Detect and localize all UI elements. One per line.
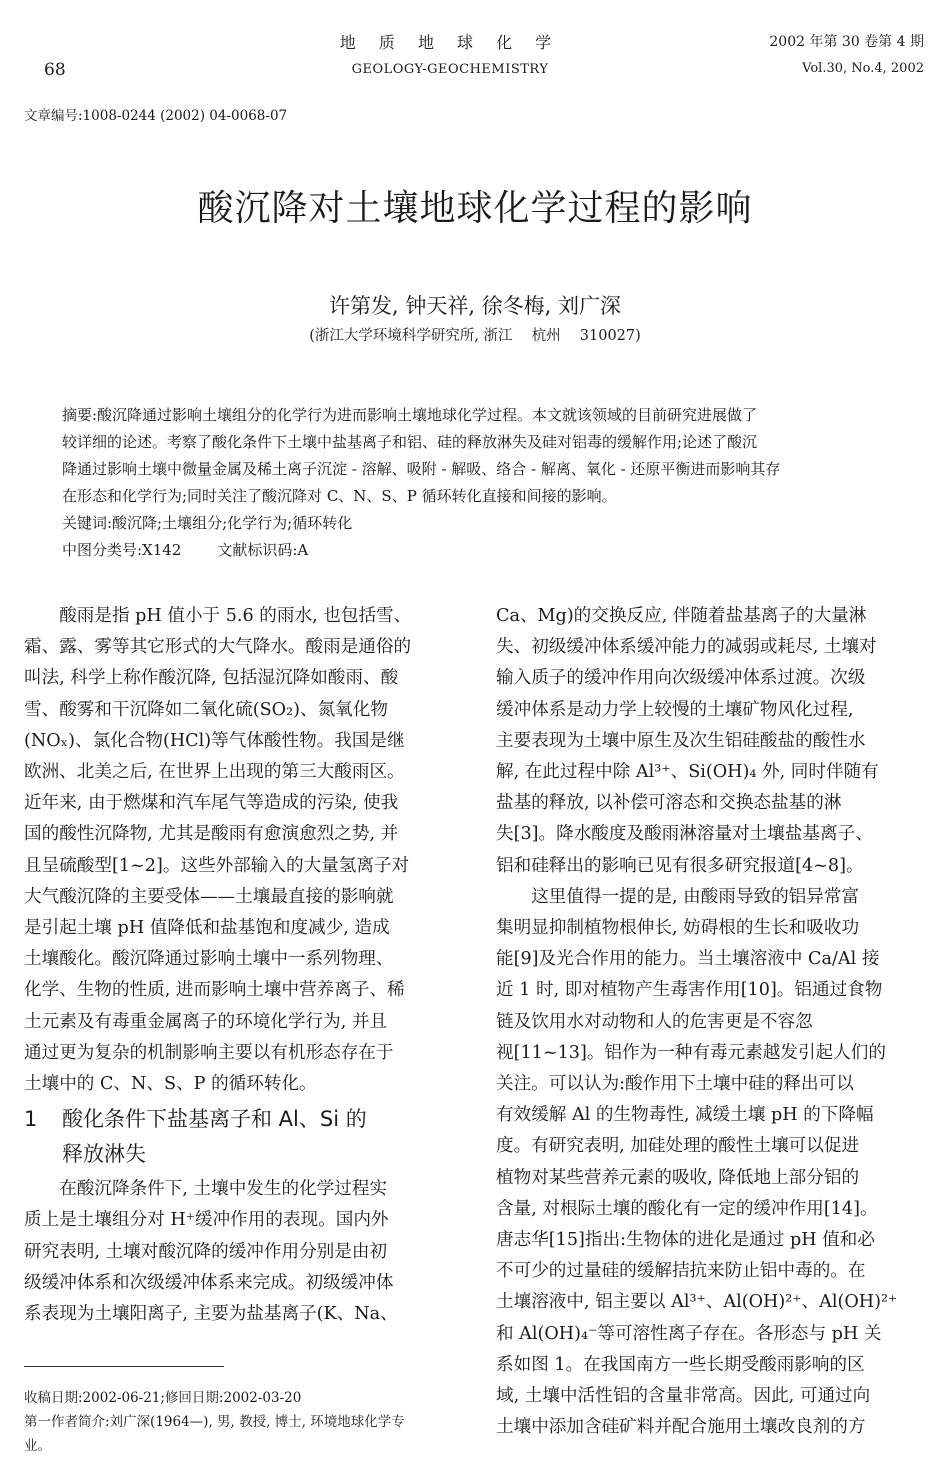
section-title: 酸化条件下盐基离子和 Al、Si 的 [62,1107,367,1132]
text-line: Ca、Mg)的交换反应, 伴随着盐基离子的大量淋 [496,606,867,626]
text-line: 不可少的过量硅的缓解拮抗来防止铝中毒的。在 [496,1261,866,1282]
text-line: 铝和硅释出的影响已见有很多研究报道[4~8]。 [496,855,864,876]
text-line: 国的酸性沉降物, 尤其是酸雨有愈演愈烈之势, 并 [24,824,399,845]
text-line: 有效缓解 Al 的生物毒性, 减缓土壤 pH 的下降幅 [496,1105,874,1126]
text-line: 化学、生物的性质, 进而影响土壤中营养离子、稀 [24,980,405,1001]
issue-info-en: Vol.30, No.4, 2002 [802,61,924,76]
text-line: 系如图 1。在我国南方一些长期受酸雨影响的区 [496,1354,865,1375]
text-line: 级缓冲体系和次级缓冲体系来完成。初级缓冲体 [24,1272,394,1293]
text-line: 近年来, 由于燃煤和汽车尾气等造成的污染, 使我 [24,793,399,814]
text-line: 土壤中的 C、N、S、P 的循环转化。 [24,1074,317,1095]
text-line: 和 Al(OH)₄⁻等可溶性离子存在。各形态与 pH 关 [496,1323,882,1344]
text-line: 土壤酸化。酸沉降通过影响土壤中一系列物理、 [24,949,394,970]
journal-title-cn: 地 质 地 球 化 学 [339,33,561,52]
journal-title-en: GEOLOGY-GEOCHEMISTRY [351,62,549,77]
keywords: 关键词:酸沉降;土壤组分;化学行为;循环转化 [62,514,353,532]
abstract-line: 在形态和化学行为;同时关注了酸沉降对 C、N、S、P 循环转化直接和间接的影响。 [62,487,617,505]
text-line: 植物对某些营养元素的吸收, 降低地上部分铝的 [496,1167,860,1188]
text-line: 域, 土壤中活性铝的含量非常高。因此, 可通过向 [496,1386,871,1407]
text-line: 解, 在此过程中除 Al³⁺、Si(OH)₄ 外, 同时伴随有 [496,762,879,783]
text-line: 系表现为土壤阳离子, 主要为盐基离子(K、Na、 [24,1304,398,1325]
issue-info-cn: 2002 年第 30 卷第 4 期 [769,34,924,50]
author-bio-continued: 业。 [24,1438,51,1454]
right-column [496,601,926,1443]
section-number: 1 [24,1107,38,1132]
abstract-line: 摘要:酸沉降通过影响土壤组分的化学行为进而影响土壤地球化学过程。本文就该领域的目前研究进展做了 [62,406,758,424]
text-line: 且呈硫酸型[1~2]。这些外部输入的大量氢离子对 [24,855,410,876]
text-line: 关注。可以认为:酸作用下土壤中硅的释出可以 [496,1074,854,1095]
text-line: 土元素及有毒重金属离子的环境化学行为, 并且 [24,1011,388,1032]
text-line: 土壤溶液中, 铝主要以 Al³⁺、Al(OH)²⁺、Al(OH)²⁺ [496,1292,898,1313]
text-line: 含量, 对根际土壤的酸化有一定的缓冲作用[14]。 [496,1198,878,1219]
text-line: 研究表明, 土壤对酸沉降的缓冲作用分别是由初 [24,1241,388,1262]
section-heading [24,1102,456,1172]
classification-line [62,537,898,564]
text-line: 主要表现为土壤中原生及次生铝硅酸盐的酸性水 [496,730,866,751]
text-line: 视[11~13]。铝作为一种有毒元素越发引起人们的 [496,1042,886,1063]
text-line: 大气酸沉降的主要受体——土壤最直接的影响就 [24,886,394,907]
text-line: 通过更为复杂的机制影响主要以有机形态存在于 [24,1042,394,1063]
author-bio: 第一作者简介:刘广深(1964—), 男, 教授, 博士, 环境地球化学专 [24,1414,405,1430]
document-code: 文献标识码:A [217,541,309,559]
left-column [24,601,456,1330]
page-number: 68 [44,60,66,80]
abstract [62,402,898,564]
article-number: 文章编号:1008-0244 (2002) 04-0068-07 [24,108,288,124]
footnote-divider [24,1366,224,1367]
text-line: 近 1 时, 即对植物产生毒害作用[10]。铝通过食物 [496,980,883,1001]
text-line: 霜、露、雾等其它形式的大气降水。酸雨是通俗的 [24,637,412,658]
text-line: 在酸沉降条件下, 土壤中发生的化学过程实 [24,1179,388,1200]
paper-title: 酸沉降对土壤地球化学过程的影响 [197,188,753,229]
text-line: 失[3]。降水酸度及酸雨淋溶量对土壤盐基离子、 [496,824,873,845]
text-line: 度。有研究表明, 加硅处理的酸性土壤可以促进 [496,1136,860,1157]
footnotes [24,1386,464,1458]
text-line: 链及饮用水对动物和人的危害更是不容忽 [496,1011,813,1032]
text-line: 缓冲体系是动力学上较慢的土壤矿物风化过程, [496,699,854,720]
text-line: 欧洲、北美之后, 在世界上出现的第三大酸雨区。 [24,762,405,783]
clc-number: 中图分类号:X142 [62,541,182,559]
text-line: 盐基的释放, 以补偿可溶态和交换态盐基的淋 [496,793,842,814]
affiliation: (浙江大学环境科学研究所, 浙江 杭州 310027) [309,328,641,344]
text-line: 唐志华[15]指出:生物体的进化是通过 pH 值和必 [496,1230,875,1251]
text-line: 能[9]及光合作用的能力。当土壤溶液中 Ca/Al 接 [496,949,880,970]
text-line: 失、初级缓冲体系缓冲能力的减弱或耗尽, 土壤对 [496,637,877,658]
abstract-line: 降通过影响土壤中微量金属及稀土离子沉淀 - 溶解、吸附 - 解吸、络合 - 解离、氧化 - 还原平衡进而影响其存 [62,460,781,478]
author-list: 许第发, 钟天祥, 徐冬梅, 刘广深 [328,294,622,318]
text-line: (NOₓ)、氯化合物(HCl)等气体酸性物。我国是继 [24,730,405,751]
section-title-continued: 释放淋失 [62,1142,146,1167]
received-date: 收稿日期:2002-06-21;修回日期:2002-03-20 [24,1390,302,1406]
text-line: 酸雨是指 pH 值小于 5.6 的雨水, 也包括雪、 [24,606,412,626]
text-line: 输入质子的缓冲作用向次级缓冲体系过渡。次级 [496,668,866,689]
text-line: 叫法, 科学上称作酸沉降, 包括湿沉降如酸雨、酸 [24,668,399,689]
abstract-line: 较详细的论述。考察了酸化条件下土壤中盐基离子和铝、硅的释放淋失及硅对铝毒的缓解作用;论述了酸沉 [62,433,758,451]
text-line: 是引起土壤 pH 值降低和盐基饱和度减少, 造成 [24,918,390,939]
text-line: 集明显抑制植物根伸长, 妨碍根的生长和吸收功 [496,918,860,939]
text-line: 质上是土壤组分对 H⁺缓冲作用的表现。国内外 [24,1210,389,1231]
text-line: 这里值得一提的是, 由酸雨导致的铝异常富 [496,886,860,907]
text-line: 土壤中添加含硅矿料并配合施用土壤改良剂的方 [496,1417,866,1438]
text-line: 雪、酸雾和干沉降如二氧化硫(SO₂)、氮氧化物 [24,699,388,720]
